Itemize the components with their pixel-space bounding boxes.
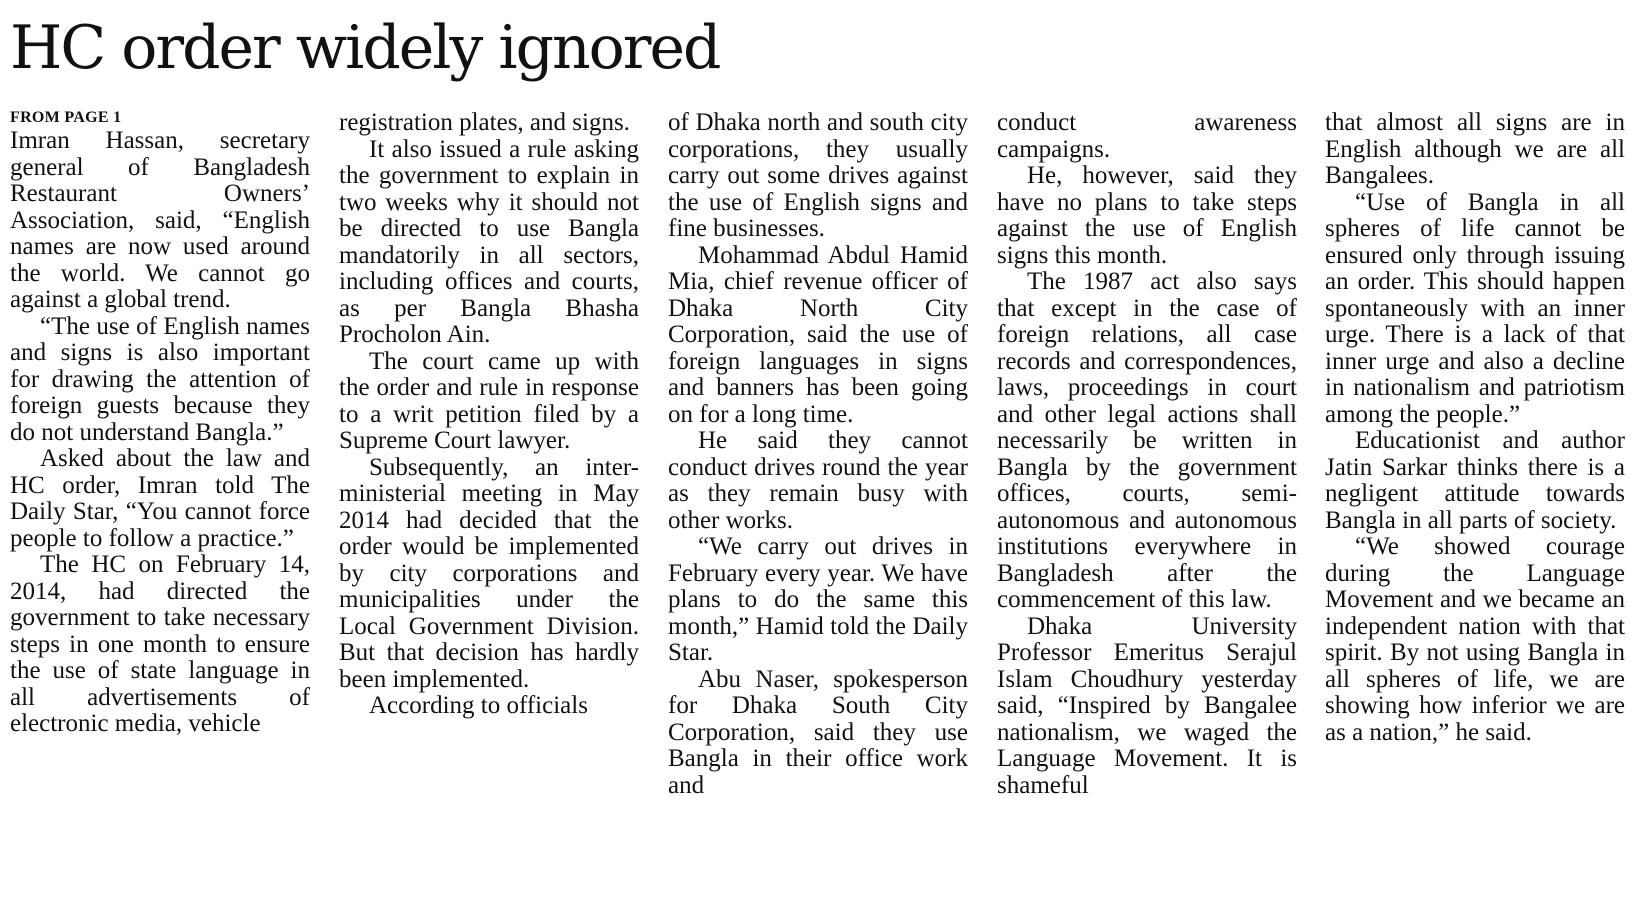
paragraph: According to officials — [369, 692, 588, 719]
paragraph: The HC on February 14, 2014, had directed the government to take necessary steps in one month to ensure the use of state language in all advertisements of electronic media, vehicle — [10, 551, 310, 737]
paragraph: “We carry out drives in February every year. We have plans to do the same this month,” Hamid told the Daily Star. — [668, 533, 968, 666]
paragraph: registration plates, and signs. — [339, 109, 630, 136]
article-column-3 — [668, 110, 968, 799]
paragraph: Abu Naser, spokesperson for Dhaka South City Corporation, said they use Bangla in their office work and — [668, 665, 968, 799]
paragraph: “Use of Bangla in all spheres of life cannot be ensured only through issuing an order. This should happen spontaneously with an inner urge. There is a lack of that inner urge and also a decline in nationalism and patriotism among the people.” — [1325, 188, 1625, 428]
paragraph: that almost all signs are in English although we are all Bangalees. — [1325, 109, 1625, 189]
paragraph: “The use of English names and signs is also important for drawing the attention of foreign guests because they do not understand Bangla.” — [10, 312, 310, 446]
article-body — [10, 108, 1625, 898]
paragraph: The 1987 act also says that except in the case of foreign relations, all case records and correspondences, laws, proceedings in court and other legal actions shall necessarily be written in Bangla by the government offices, courts, semi-autonomous and autonomous institutions everywhere in Bangladesh after the commencement of this law. — [997, 268, 1297, 613]
paragraph: Imran Hassan, secretary general of Bangladesh Restaurant Owners’ Association, said, “English names are now used around the world. We cannot go against a global trend. — [10, 127, 310, 313]
paragraph: of Dhaka north and south city corporations, they usually carry out some drives against the use of English signs and fine businesses. — [668, 109, 968, 242]
article-column-5 — [1325, 110, 1625, 746]
paragraph: He, however, said they have no plans to take steps against the use of English signs this month. — [997, 162, 1297, 269]
paragraph: Educationist and author Jatin Sarkar thinks there is a negligent attitude towards Bangla in all parts of society. — [1325, 427, 1625, 534]
paragraph: Dhaka University Professor Emeritus Serajul Islam Choudhury yesterday said, “Inspired by Bangalee nationalism, we waged the Language Movement. It is shameful — [997, 612, 1297, 799]
article-column-2 — [339, 110, 639, 720]
paragraph: Mohammad Abdul Hamid Mia, chief revenue officer of Dhaka North City Corporation, said the use of foreign languages in signs and banners has been going on for a long time. — [668, 241, 968, 428]
paragraph: He said they cannot conduct drives round the year as they remain busy with other works. — [668, 427, 968, 534]
continuation-kicker: FROM PAGE 1 — [10, 109, 122, 126]
paragraph: Asked about the law and HC order, Imran told The Daily Star, “You cannot force people to follow a practice.” — [10, 445, 310, 552]
paragraph: “We showed courage during the Language Movement and we became an independent nation with that spirit. By not using Bangla in all spheres of life, we are showing how inferior we are as a nation,” he said. — [1325, 533, 1625, 746]
article-headline: HC order widely ignored — [10, 13, 720, 83]
paragraph: conduct awareness campaigns. — [997, 109, 1297, 163]
paragraph: It also issued a rule asking the government to explain in two weeks why it should not be directed to use Bangla mandatorily in all sectors, including offices and courts, as per Bangla Bhasha Procholon Ain. — [339, 135, 639, 348]
paragraph: The court came up with the order and rule in response to a writ petition filed by a Supreme Court lawyer. — [339, 347, 639, 454]
paragraph: Subsequently, an inter-ministerial meeting in May 2014 had decided that the order would be implemented by city corporations and municipalities under the Local Government Division. But that decision has hardly been implemented. — [339, 453, 639, 693]
article-column-4 — [997, 110, 1297, 799]
article-column-1 — [10, 108, 310, 738]
